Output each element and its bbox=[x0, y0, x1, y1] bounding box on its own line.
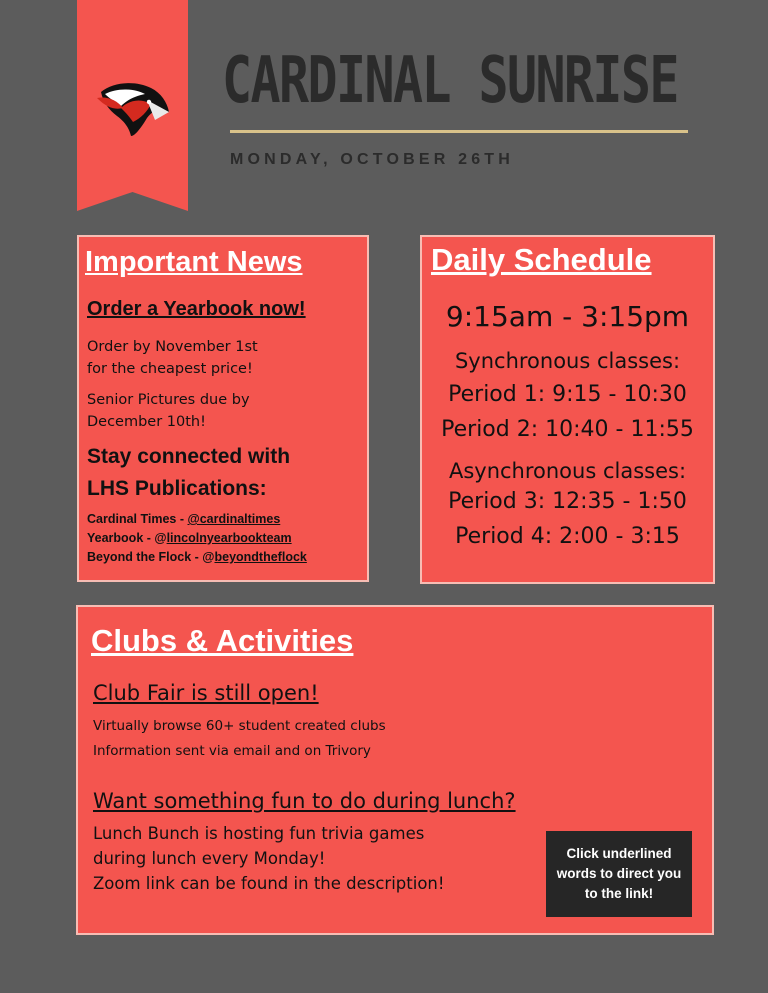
synchronous-label: Synchronous classes: bbox=[454, 349, 681, 373]
period-1: Period 1: 9:15 - 10:30 bbox=[448, 382, 687, 407]
period-2: Period 2: 10:40 - 11:55 bbox=[441, 417, 694, 442]
important-news-heading: Important News bbox=[85, 246, 303, 278]
link-instructions-note bbox=[546, 831, 692, 917]
daily-schedule-panel bbox=[420, 235, 715, 584]
publication-beyond-the-flock bbox=[87, 550, 307, 564]
publication-label: Beyond the Flock - @ bbox=[87, 550, 215, 564]
connect-line-2: LHS Publications: bbox=[87, 477, 267, 500]
lunch-line-3: Zoom link can be found in the description! bbox=[93, 874, 445, 893]
order-line-2: for the cheapest price! bbox=[87, 361, 253, 377]
publication-cardinal-times bbox=[87, 512, 280, 526]
senior-line-2: December 10th! bbox=[87, 414, 206, 430]
period-4: Period 4: 2:00 - 3:15 bbox=[455, 524, 680, 549]
page-title: CARDINAL SUNRISE bbox=[222, 44, 678, 118]
senior-line-1: Senior Pictures due by bbox=[87, 392, 250, 408]
publication-label: Yearbook - @ bbox=[87, 531, 167, 545]
important-news-panel bbox=[77, 235, 369, 582]
beyond-the-flock-link[interactable]: beyondtheflock bbox=[214, 550, 307, 564]
club-fair-line-1: Virtually browse 60+ student created clubs bbox=[93, 718, 386, 734]
connect-line-1: Stay connected with bbox=[87, 445, 291, 468]
publication-yearbook bbox=[87, 531, 292, 545]
order-line-1: Order by November 1st bbox=[87, 339, 258, 355]
publication-label: Cardinal Times - bbox=[87, 512, 188, 526]
lunch-bunch-link[interactable]: Want something fun to do during lunch? bbox=[93, 789, 516, 813]
link-instructions-text: Click underlined words to direct you to the link! bbox=[556, 846, 682, 901]
club-fair-link[interactable]: Club Fair is still open! bbox=[93, 681, 319, 705]
cardinal-bird-logo-icon bbox=[95, 78, 171, 136]
club-fair-line-2: Information sent via email and on Trivory bbox=[93, 743, 371, 759]
title-divider bbox=[230, 130, 688, 133]
daily-schedule-heading: Daily Schedule bbox=[431, 242, 652, 277]
yearbook-link[interactable]: Order a Yearbook now! bbox=[87, 298, 306, 320]
period-3: Period 3: 12:35 - 1:50 bbox=[448, 489, 687, 514]
school-hours: 9:15am - 3:15pm bbox=[445, 300, 690, 333]
issue-date: MONDAY, OCTOBER 26TH bbox=[230, 151, 515, 168]
asynchronous-label: Asynchronous classes: bbox=[448, 459, 687, 483]
yearbook-team-link[interactable]: lincolnyearbookteam bbox=[166, 531, 292, 545]
lunch-line-2: during lunch every Monday! bbox=[93, 849, 326, 868]
cardinal-times-link[interactable]: @cardinaltimes bbox=[187, 512, 281, 526]
lunch-line-1: Lunch Bunch is hosting fun trivia games bbox=[93, 824, 425, 843]
clubs-activities-heading: Clubs & Activities bbox=[91, 623, 354, 658]
